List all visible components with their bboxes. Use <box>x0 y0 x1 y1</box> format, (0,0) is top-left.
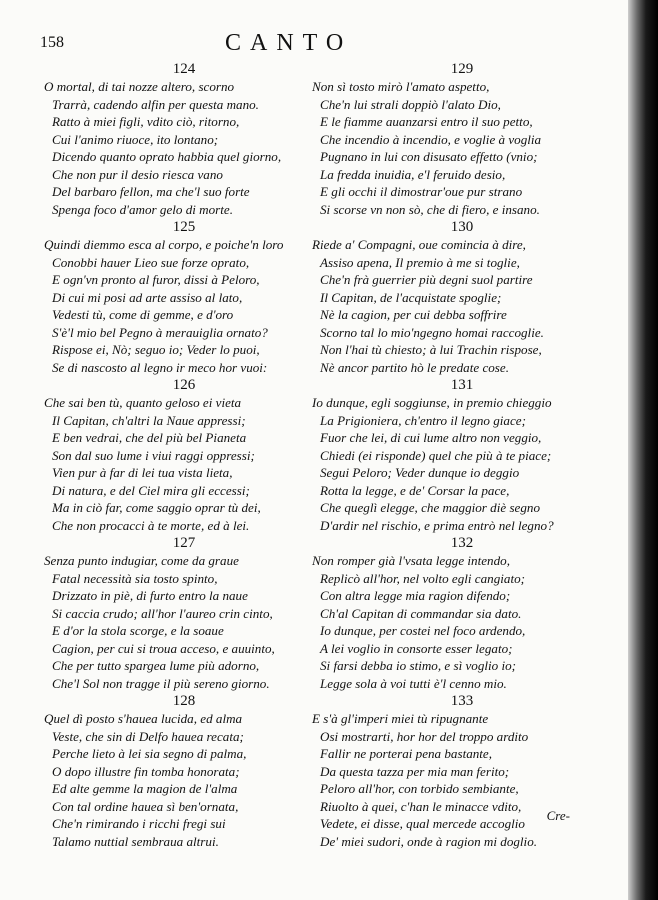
verse-line: Si farsi debba io stimo, e sì voglio io; <box>320 658 517 673</box>
verse-line: Ratto à miei figli, vdito ciò, ritorno, <box>52 114 240 129</box>
verse-line: Rispose ei, Nò; seguo io; Veder lo puoi, <box>52 342 260 357</box>
verse-line: Che'n frà guerrier più degni suol partire <box>320 272 533 287</box>
verse-line: Da questa tazza per mia man ferito; <box>320 763 510 779</box>
verse-line: Nè ancor partito hò le predate cose. <box>320 359 509 375</box>
verse-line: Io dunque, egli soggiunse, in premio chieggio <box>312 395 552 410</box>
stanza <box>44 218 324 376</box>
stanza <box>44 534 324 692</box>
verse-line: Non sì tosto mirò l'amato aspetto, <box>312 79 490 94</box>
verse-line: Ch'al Capitan di commandar sia dato. <box>320 605 522 621</box>
verse-line: Io dunque, per costei nel foco ardendo, <box>320 623 526 638</box>
verse-line: Che'l Sol non tragge il più sereno giorno. <box>52 675 270 691</box>
verse-line: Che incendio à incendio, e voglie à voglia <box>320 131 542 147</box>
book-spine-shadow <box>628 0 658 900</box>
verse-line: Di cui mi posi ad arte assiso al lato, <box>52 289 243 305</box>
verse-line: La fredda inuidia, e'l feruido desio, <box>320 166 506 182</box>
verse-line: Con altra legge mia ragion difendo; <box>320 588 511 603</box>
verse-line: Del barbaro fellon, ma che'l suo forte <box>52 184 250 199</box>
verse-line: Vien pur à far di lei tua vista lieta, <box>52 465 233 480</box>
verse-line: Perche lieto à lei sia segno di palma, <box>52 746 247 761</box>
verse-line: E ben vedrai, che del più bel Pianeta <box>52 430 247 445</box>
verse-line: Cagion, per cui si troua acceso, e auuinto, <box>52 640 275 656</box>
stanza-number: 126 <box>172 377 196 393</box>
verse-line: Che'n lui strali doppiò l'alato Dio, <box>320 96 501 112</box>
stanza <box>312 60 612 218</box>
stanza-number: 133 <box>450 693 474 709</box>
verse-line: Replicò all'hor, nel volto egli cangiato; <box>320 570 525 586</box>
stanza-number: 131 <box>450 377 474 393</box>
verse-line: Vedesti tù, come di gemme, e d'oro <box>52 307 234 322</box>
stanza-number: 127 <box>172 535 196 551</box>
verse-line: Son dal suo lume i viui raggi oppressi; <box>52 447 255 463</box>
verse-line: Nè la cagion, per cui debba soffrire <box>320 307 507 322</box>
verse-line: Conobbi hauer Lieo sue forze oprato, <box>52 254 250 270</box>
verse-line: Si caccia crudo; all'hor l'aureo crin cinto, <box>52 605 273 621</box>
verse-line: Trarrà, cadendo alfin per questa mano. <box>52 96 259 112</box>
verse-line: Si scorse vn non sò, che di fiero, e insano. <box>320 201 540 217</box>
stanza-number: 128 <box>172 693 196 709</box>
verse-line: La Prigioniera, ch'entro il legno giace; <box>320 412 526 428</box>
verse-line: Peloro all'hor, con torbido sembiante, <box>320 781 519 796</box>
stanza <box>44 60 324 218</box>
verse-line: Con tal ordine hauea sì ben'ornata, <box>52 798 239 814</box>
verse-line: E s'à gl'imperi miei tù ripugnante <box>312 711 489 726</box>
verse-line: Fatal necessità sia tosto spinto, <box>52 570 218 586</box>
verse-line: Osi mostrarti, hor hor del troppo ardito <box>320 728 529 744</box>
verse-line: Quel dì posto s'hauea lucida, ed alma <box>44 711 243 726</box>
verse-line: Talamo nuttial sembraua altrui. <box>52 833 219 849</box>
verse-line: A lei voglio in consorte esser legato; <box>320 640 513 656</box>
verse-line: Il Capitan, de l'acquistate spoglie; <box>320 289 502 305</box>
verse-line: Spenga foco d'amor gelo di morte. <box>52 201 233 217</box>
stanza-number: 132 <box>450 535 474 551</box>
verse-line: Il Capitan, ch'altri la Naue appressi; <box>52 412 246 428</box>
stanza-number: 124 <box>172 61 196 77</box>
stanza <box>312 376 612 534</box>
left-column <box>44 60 324 850</box>
running-header: CANTO <box>225 30 353 56</box>
verse-line: Segui Peloro; Veder dunque io deggio <box>320 465 520 480</box>
verse-line: Legge sola à voi tutti è'l cenno mio. <box>320 675 507 691</box>
verse-line: Non romper già l'vsata legge intendo, <box>312 553 510 568</box>
verse-line: Fallir ne porterai pena bastante, <box>320 746 493 761</box>
verse-line: Se di nascosto al legno ir meco hor vuoi: <box>52 359 268 375</box>
verse-line: Chiedi (ei risponde) quel che più à te piace; <box>320 447 552 463</box>
right-column <box>312 60 612 850</box>
verse-line: Quindi diemmo esca al corpo, e poiche'n loro <box>44 237 284 252</box>
page-number: 158 <box>40 34 64 51</box>
verse-line: O mortal, di tai nozze altero, scorno <box>44 79 235 94</box>
verse-line: Che non procacci à te morte, ed à lei. <box>52 517 250 533</box>
verse-line: Di natura, e del Ciel mira gli eccessi; <box>52 482 250 498</box>
verse-line: Fuor che lei, di cui lume altro non veggio, <box>320 430 542 445</box>
stanza <box>312 218 612 376</box>
verse-line: Riuolto à quei, c'han le minacce vdito, <box>320 798 522 814</box>
verse-line: Che per tutto spargea lume più adorno, <box>52 658 260 673</box>
verse-line: Rotta la legge, e de' Corsar la pace, <box>320 482 510 498</box>
verse-line: De' miei sudori, onde à ragion mi doglio. <box>320 833 538 849</box>
verse-line: Veste, che sin di Delfo hauea recata; <box>52 728 244 744</box>
verse-line: Dicendo quanto oprato habbia quel giorno, <box>52 149 282 164</box>
stanza-number: 130 <box>450 219 474 235</box>
verse-line: Ma in ciò far, come saggio oprar tù dei, <box>52 500 261 515</box>
stanza <box>312 534 612 692</box>
verse-line: Assiso apena, Il premio à me si toglie, <box>320 254 520 270</box>
verse-line: Drizzato in piè, di furto entro la naue <box>52 588 248 603</box>
verse-line: Che non pur il desio riesca vano <box>52 166 223 182</box>
verse-line: S'è'l mio bel Pegno à merauiglia ornato? <box>52 324 268 340</box>
verse-line: Ed alte gemme la magion de l'alma <box>52 781 238 796</box>
stanza <box>44 376 324 534</box>
verse-line: E ogn'vn pronto al furor, dissi à Peloro, <box>52 272 260 287</box>
verse-line: Cui l'animo riuoce, ito lontano; <box>52 131 219 147</box>
verse-line: Vedete, ei disse, qual mercede accoglio <box>320 816 525 831</box>
verse-line: E d'or la stola scorge, e la soaue <box>52 623 224 638</box>
verse-line: E gli occhi il dimostrar'oue pur strano <box>320 184 523 199</box>
verse-line: Scorno tal lo mio'ngegno homai raccoglie. <box>320 324 544 340</box>
verse-line: Pugnano in lui con disusato effetto (vnio; <box>320 149 538 164</box>
verse-line: Senza punto indugiar, come da graue <box>44 553 239 568</box>
verse-line: E le fiamme auanzarsi entro il suo petto, <box>320 114 533 129</box>
verse-line: Che'n rimirando i ricchi fregi sui <box>52 816 226 831</box>
stanza-number: 129 <box>450 61 474 77</box>
stanza <box>312 692 612 850</box>
catchword: Cre- <box>546 808 570 823</box>
verse-line: Che sai ben tù, quanto geloso ei vieta <box>44 395 242 410</box>
verse-line: O dopo illustre fin tomba honorata; <box>52 763 240 779</box>
verse-line: Che queglì elegge, che maggior diè segno <box>320 500 540 515</box>
stanza <box>44 692 324 850</box>
verse-line: Non l'hai tù chiesto; à lui Trachin rispose, <box>320 342 542 357</box>
verse-line: D'ardir nel rischio, e prima entrò nel legno? <box>320 517 554 533</box>
verse-line: Riede a' Compagni, oue comincia à dire, <box>312 237 526 252</box>
stanza-number: 125 <box>172 219 196 235</box>
